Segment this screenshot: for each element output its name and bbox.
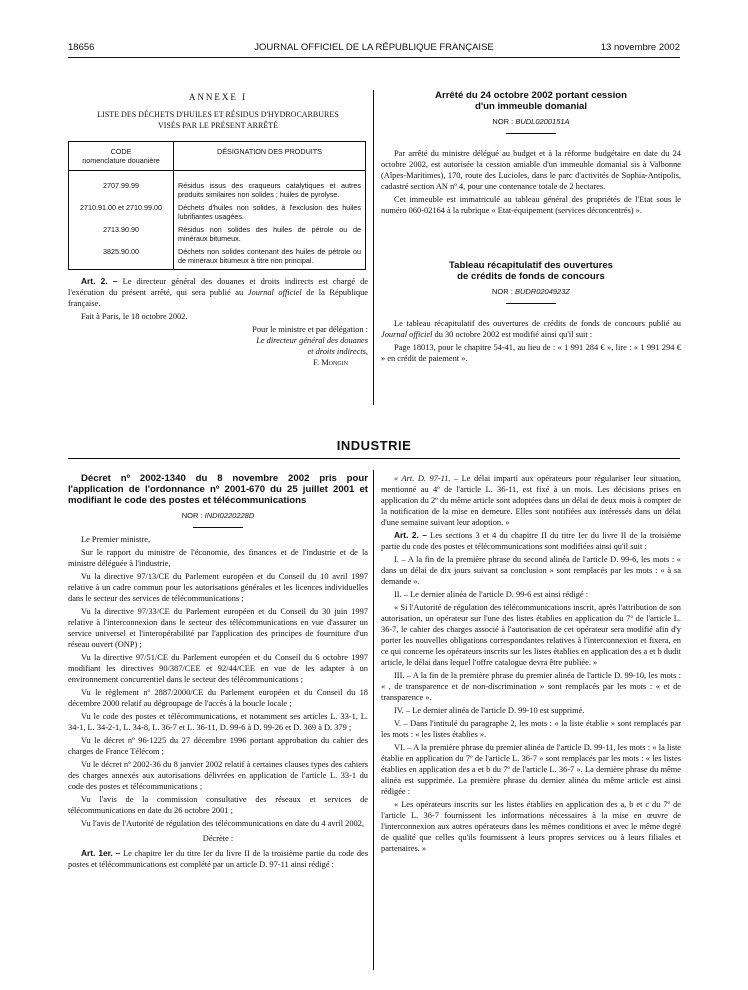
decret-art1-text: Le chapitre Ier du titre Ier du livre II de la troisième partie du code des postes et télécommunications est complété par un article D. 97-11 ainsi rédigé : xyxy=(68,849,368,869)
column-divider-top xyxy=(373,90,374,405)
table-row xyxy=(69,223,366,245)
annex-art2-label: Art. 2. – xyxy=(81,276,118,286)
arrete-nor-label: NOR : xyxy=(492,117,516,126)
annex-art2-journal: Journal officiel xyxy=(247,288,302,297)
annex-subtitle xyxy=(68,109,368,131)
decret-paragraph: Vu le décret nº 2002-36 du 8 janvier 2002 relatif à certaines clauses types des cahiers des charges annexés aux autorisations délivrées en application de l'article L. 33-1 du code des postes et télécommunications ; xyxy=(68,760,368,791)
tableau-title-line2: de crédits de fonds de concours xyxy=(457,271,605,282)
tableau-rule xyxy=(506,303,556,304)
annex-art2-end: de la République française. xyxy=(68,288,369,308)
sign-line1: Pour le ministre et par délégation : xyxy=(252,325,368,334)
sign-line2: Le directeur général des douanes xyxy=(256,336,368,345)
tableau-title xyxy=(381,260,681,282)
decret-paragraph-V: V. – Dans l'intitulé du paragraphe 2, les mots : « la liste établie » sont remplacés par les mots : « les listes établies ». xyxy=(381,719,681,739)
decret-quote-VI: « Les opérateurs inscrits sur les listes établies en application des a, b et c du 7º de l'article L. 36-7 fournissent les informations nécessaires à la mise en œuvre de l'interconnexion aux autres opérateurs dans les mêmes conditions et avec le même degré de qualité que celles qu'ils fournissent à leurs propres services ou à leurs filiales et partenaires. » xyxy=(381,800,681,853)
table-cell-code: 2707.99.99 xyxy=(69,171,174,202)
tableau-p1-b: du 30 octobre 2002 est modifié ainsi qu'il suit : xyxy=(432,330,593,339)
decret-nor-code: INDI0220228D xyxy=(204,511,255,520)
decret-paragraph: Vu le décret nº 96-1225 du 27 décembre 1996 portant approbation du cahier des charges de France Télécom ; xyxy=(68,736,368,756)
annex-subtitle-line1: LISTE DES DÉCHETS D'HUILES ET RÉSIDUS D'HYDROCARBURES xyxy=(97,110,339,119)
header-rule xyxy=(68,57,680,58)
arrete-paragraph: Cet immeuble est immatriculé au tableau général des propriétés de l'Etat sous le numéro 060-02164 à la rubrique « Etat-équipement (services déconcentrés) ». xyxy=(381,195,681,215)
annex-title: ANNEXE I xyxy=(188,92,248,102)
decret-quote-II: « Si l'Autorité de régulation des télécommunications inscrit, après l'attribution de son autorisation, un opérateur sur l'une des listes établies en application du 7º de l'article L. 36-7, le cahier des charges associé à l'autorisation de cet opérateur sera modifié afin d'y porter les nouvelles obligations correspondantes relatives à l'interconnexion et fixera, en ce qui concerne les opérateurs inscrits sur les listes établies en application des a et b dudit article, le délai dans lequel l'offre catalogue devra être publiée. » xyxy=(381,603,682,667)
waste-codes-table xyxy=(68,141,366,270)
table-cell-designation: Résidus non solides des huiles de pétrole ou de minéraux bitumeux. xyxy=(174,223,366,245)
decret-art-d97-11 xyxy=(381,473,681,528)
decret-paragraph: Vu la directive 97/51/CE du Parlement européen et du Conseil du 6 octobre 1997 modifiant les directives 90/387/CEE et 92/44/CEE en vue de les adapter à un environnement concurrentiel dans le secteur des télécommunications ; xyxy=(68,653,368,684)
annex-subtitle-line2: VISÉS PAR LE PRÉSENT ARRÊTÉ xyxy=(157,121,279,130)
journal-title: JOURNAL OFFICIEL DE LA RÉPUBLIQUE FRANÇAISE xyxy=(254,42,494,53)
decret-paragraph: Vu la directive 97/13/CE du Parlement européen et du Conseil du 10 avril 1997 relative à un cadre commun pour les autorisations générales et les licences individuelles dans le secteur des services de télécommunications ; xyxy=(68,572,368,603)
decret-paragraph: Vu l'avis de la commission consultative des réseaux et services de télécommunications en date du 26 octobre 2001 ; xyxy=(68,795,368,815)
tableau-title-line1: Tableau récapitulatif des ouvertures xyxy=(448,260,614,271)
arrete-nor xyxy=(381,116,681,127)
arrete-paragraph: Par arrêté du ministre délégué au budget et à la réforme budgétaire en date du 24 octobre 2002, est autorisée la cession amiable d'un immeuble domanial sis à Valbonne (Alpes-Maritimes), 170, route des Lucioles, dans le parc d'activités de Sophia-Antipolis, cadastré section AN nº 4, pour une contenance totale de 2 hectares. xyxy=(381,149,681,191)
table-cell-code: 2710.91.00 et 2710.99.00 xyxy=(69,201,174,223)
decret-paragraph: Le Premier ministre, xyxy=(81,535,151,544)
decret-art2-label: Art. 2. – xyxy=(394,530,427,540)
code-header-line1: CODE xyxy=(110,147,132,156)
decret-art-d97-11-text: Le délai imparti aux opérateurs pour régulariser leur situation, mentionné au 4º de l'article L. 36-11, est fixé à un mois. Les décisions prises en application du 2º du même article sont adoptées dans un délai de deux mois à compter de la notification de la mise en demeure. Elles sont notifiées aux intéressés dans un délai d'une semaine suivant leur adoption. » xyxy=(381,474,681,527)
table-cell-designation: Résidus issus des craqueurs catalytiques et autres produits similaires non solides ; huiles de pyrolyse. xyxy=(174,171,366,202)
decret-paragraph: Vu l'avis de l'Autorité de régulation des télécommunications en date du 4 avril 2002, xyxy=(81,819,365,828)
page-number: 18656 xyxy=(68,42,95,53)
arrete-rule xyxy=(506,133,556,134)
page-date: 13 novembre 2002 xyxy=(600,42,680,53)
decret-title: Décret nº 2002-1340 du 8 novembre 2002 pris pour l'application de l'ordonnance nº 2001-670 du 25 juillet 2001 et modifiant le code des postes et télécommunications xyxy=(68,473,368,506)
tableau-nor-code: BUDR0204923Z xyxy=(514,287,570,296)
tableau-p1-journal: Journal officiel xyxy=(381,330,433,339)
decret-art2-text: Les sections 3 et 4 du chapitre II du titre Ier du livre II de la troisième partie du code des postes et télécommunications sont modifiées ainsi qu'il suit : xyxy=(381,531,681,551)
column-divider-bottom xyxy=(373,470,374,970)
decret-art1-label: Art. 1er. – xyxy=(81,848,121,858)
decret-paragraph-IV: IV. – Le dernier alinéa de l'article D. 99-10 est supprimé. xyxy=(394,706,585,715)
tableau-paragraph xyxy=(381,318,681,340)
table-row xyxy=(69,171,366,202)
table-cell-code: 3825.90.00 xyxy=(69,245,174,270)
table-row xyxy=(69,201,366,223)
arrete-title xyxy=(381,90,681,112)
right-top-block xyxy=(381,90,681,366)
designation-column-header: DÉSIGNATION DES PRODUITS xyxy=(174,142,366,171)
table-header-row xyxy=(69,142,366,171)
annex-signature xyxy=(68,324,368,368)
decret-paragraph: Vu la directive 97/33/CE du Parlement européen et du Conseil du 30 juin 1997 relative à l'interconnexion dans le secteur des télécommunications en vue d'assurer un service universel et l'interopérabilité par l'application des principes de fourniture d'un réseau ouvert (ONP) ; xyxy=(68,607,368,649)
decret-paragraph-III: III. – A la fin de la première phrase du premier alinéa de l'article D. 99-10, les mots : « , de transparence et de non-discrimination » sont remplacés par les mots : « et de transparence ». xyxy=(381,671,681,702)
annex-art2-text: Le directeur général des douanes et droits indirects est chargé de l'exécution du présent arrêté, qui sera publié au xyxy=(68,277,368,297)
decret-left-block xyxy=(68,473,368,872)
arrete-nor-code: BUDL0200151A xyxy=(515,117,570,126)
section-rule xyxy=(68,458,680,459)
annex-fait: Fait à Paris, le 18 octobre 2002. xyxy=(81,312,188,321)
table-cell-designation: Déchets non solides contenant des huiles de pétrole ou de minéraux bitumeux à titre non principal. xyxy=(174,245,366,270)
decret-art-d97-11-label: « Art. D. 97-11. – xyxy=(394,474,459,483)
decret-nor-label: NOR : xyxy=(181,511,205,520)
section-title-industrie: INDUSTRIE xyxy=(336,438,412,453)
code-header-line2: nomenclature douanière xyxy=(82,156,160,165)
sign-line3: et droits indirects, xyxy=(307,347,368,356)
decret-paragraph-II: II. – Le dernier alinéa de l'article D. 99-6 est ainsi rédigé : xyxy=(394,590,589,599)
code-column-header xyxy=(69,142,174,171)
table-cell-code: 2713.90.90 xyxy=(69,223,174,245)
table-cell-designation: Déchets d'huiles non solides, à l'exclusion des huiles lubrifiantes usagées. xyxy=(174,201,366,223)
decret-article-2 xyxy=(381,530,681,552)
decret-paragraph-VI: VI. – A la première phrase du premier alinéa de l'article D. 99-11, les mots : « la liste établie en application du 7º de l'article L. 36-7 » sont remplacés par les mots : « les listes établies en application des a et b du 7º de l'article L. 36-7 ». La dernière phrase du même alinéa est supprimée. La première phrase du dernier alinéa du même article est ainsi rédigée : xyxy=(381,743,681,796)
decret-paragraph-I: I. – A la fin de la première phrase du second alinéa de l'article D. 99-6, les mots : « dans un délai de dix jours suivant sa conclusion » sont remplacés par les mots : « à sa demande ». xyxy=(381,555,681,586)
table-row xyxy=(69,245,366,270)
annex-block xyxy=(68,92,368,368)
decret-nor xyxy=(68,510,368,521)
tableau-paragraph: Page 18013, pour le chapitre 54-41, au lieu de : « 1 991 284 € », lire : « 1 991 294 € » en crédit de paiement ». xyxy=(381,343,681,363)
arrete-title-line1: Arrêté du 24 octobre 2002 portant cession xyxy=(435,90,627,101)
decret-paragraph: Vu le règlement nº 2887/2000/CE du Parlement européen et du Conseil du 18 décembre 2000 relatif au dégroupage de l'accès à la boucle locale ; xyxy=(68,688,368,708)
decret-decrete: Décrète : xyxy=(202,834,234,843)
decret-rule xyxy=(193,527,243,528)
decret-paragraph: Vu le code des postes et télécommunications, et notamment ses articles L. 33-1, L. 34-1, L. 34-2-1, L. 34-8, L. 36-7 et L. 36-11, D. 99-6 à D. 99-26 et D. 369 à D. 379 ; xyxy=(68,712,368,732)
decret-article-1 xyxy=(68,848,368,870)
tableau-nor xyxy=(381,286,681,297)
annex-article-2 xyxy=(68,276,368,309)
arrete-title-line2: d'un immeuble domanial xyxy=(474,101,588,112)
decret-right-block xyxy=(381,473,681,856)
sign-name: F. Mongin xyxy=(313,358,348,367)
tableau-p1-a: Le tableau récapitulatif des ouvertures de crédits de fonds de concours publié au xyxy=(394,319,681,328)
tableau-nor-label: NOR : xyxy=(492,287,515,296)
decret-paragraph: Sur le rapport du ministre de l'économie, des finances et de l'industrie et de la ministre déléguée à l'industrie, xyxy=(68,548,368,568)
